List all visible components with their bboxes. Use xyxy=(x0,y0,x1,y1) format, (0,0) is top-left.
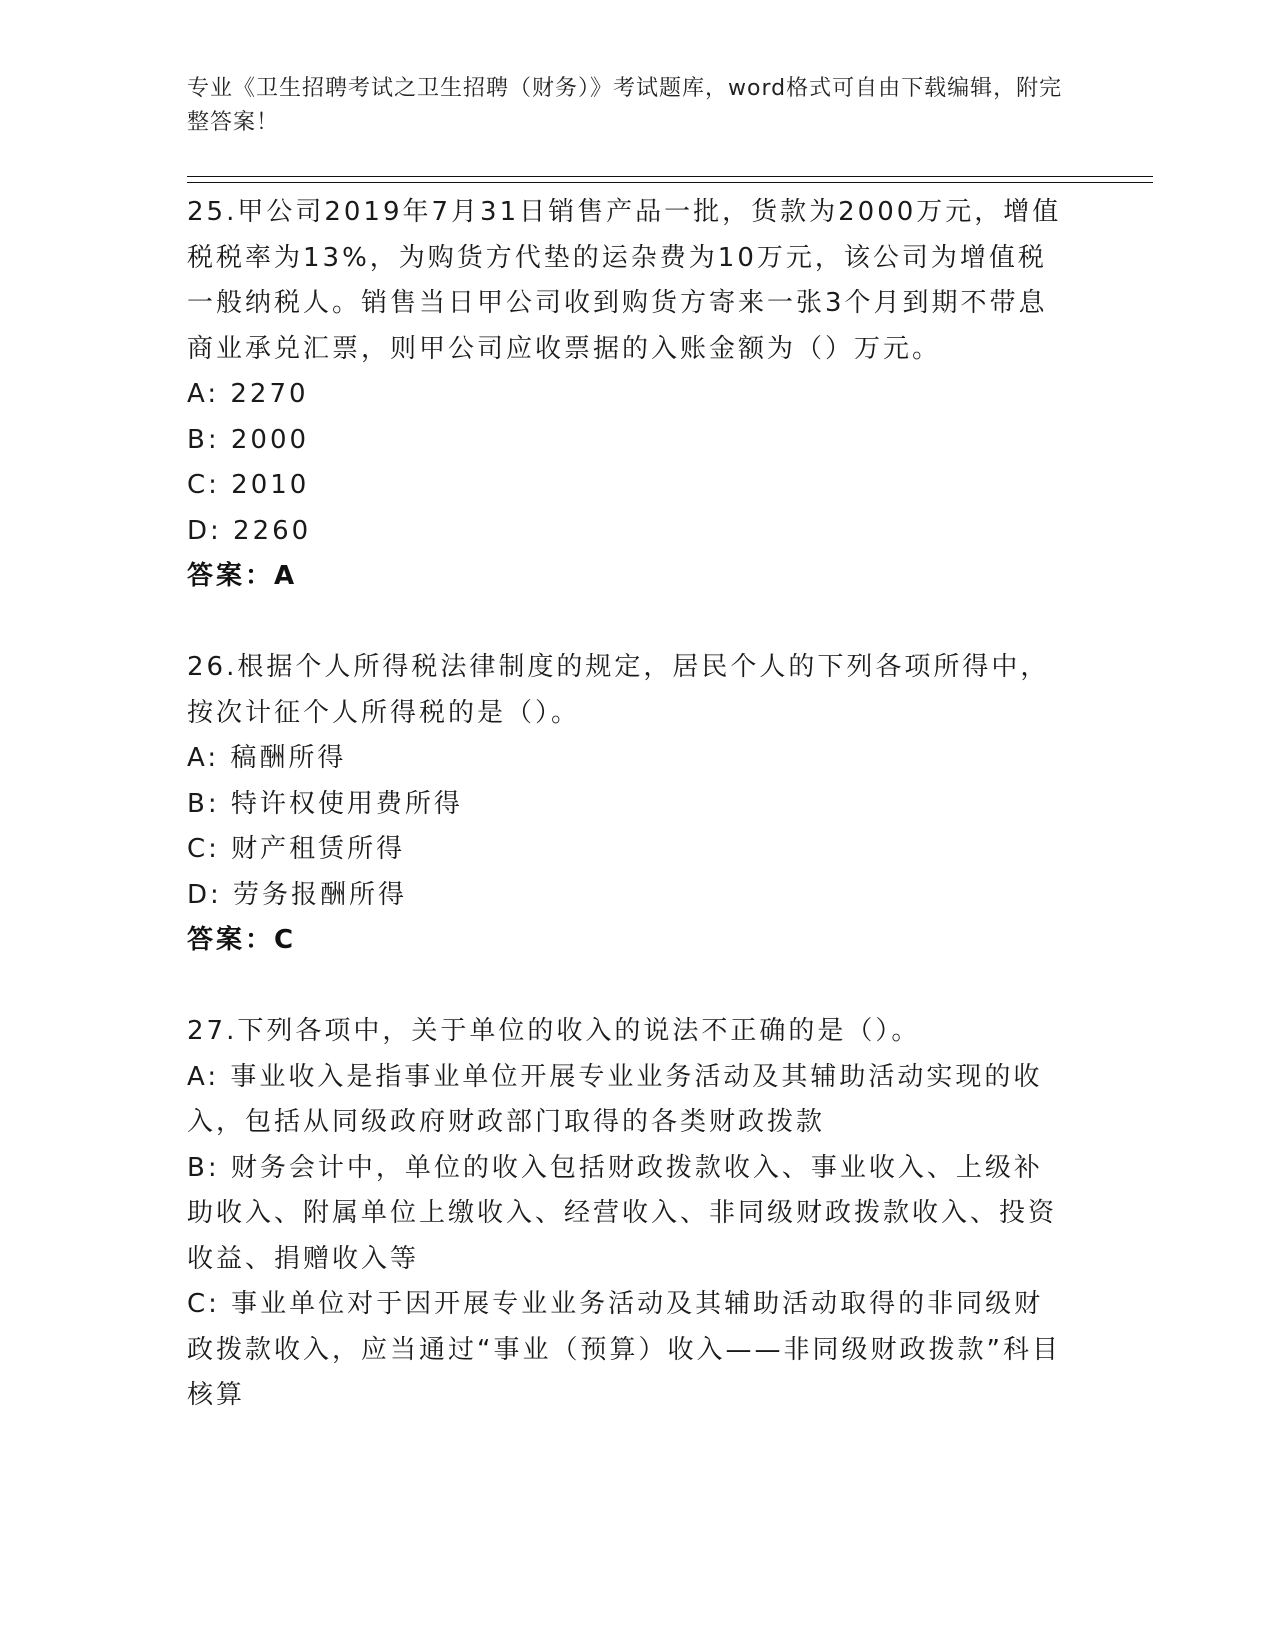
question-26 xyxy=(187,645,1067,964)
option-a: A: 2270 xyxy=(187,379,309,409)
question-25 xyxy=(187,190,1067,600)
question-27 xyxy=(187,1009,1067,1419)
option-a: A: 事业收入是指事业单位开展专业业务活动及其辅助活动实现的收入，包括从同级政府财政部门取得的各类财政拨款 xyxy=(187,1061,1043,1137)
question-stem: 25.甲公司2019年7月31日销售产品一批，货款为2000万元，增值税税率为13%，为购货方代垫的运杂费为10万元，该公司为增值税一般纳税人。销售当日甲公司收到购货方寄来一张3个月到期不带息商业承兑汇票，则甲公司应收票据的入账金额为（）万元。 xyxy=(187,197,1062,364)
option-d: D: 2260 xyxy=(187,515,312,546)
question-spacer xyxy=(187,600,1067,646)
option-c: C: 财产租赁所得 xyxy=(187,834,406,864)
header-rule-top xyxy=(187,176,1153,177)
option-c: C: 2010 xyxy=(187,470,310,500)
question-stem: 26.根据个人所得税法律制度的规定，居民个人的下列各项所得中，按次计征个人所得税的是（）。 xyxy=(187,652,1050,728)
option-c: C: 事业单位对于因开展专业业务活动及其辅助活动取得的非同级财政拨款收入，应当通过“事业（预算）收入——非同级财政拨款”科目核算 xyxy=(187,1289,1061,1410)
header-rule-bottom xyxy=(187,182,1153,183)
question-list xyxy=(187,190,1067,1419)
option-a: A: 稿酬所得 xyxy=(187,743,347,773)
option-d: D: 劳务报酬所得 xyxy=(187,879,408,910)
option-b: B: 2000 xyxy=(187,424,310,455)
answer-line: 答案：A xyxy=(187,561,298,591)
question-stem: 27.下列各项中，关于单位的收入的说法不正确的是（）。 xyxy=(187,1016,921,1046)
question-spacer xyxy=(187,964,1067,1010)
option-b: B: 特许权使用费所得 xyxy=(187,788,463,819)
option-b: B: 财务会计中，单位的收入包括财政拨款收入、事业收入、上级补助收入、附属单位上缴收入、经营收入、非同级财政拨款收入、投资收益、捐赠收入等 xyxy=(187,1152,1058,1274)
answer-line: 答案：C xyxy=(187,925,297,955)
document-header: 专业《卫生招聘考试之卫生招聘（财务）》考试题库，word格式可自由下载编辑，附完整答案！ xyxy=(187,76,1063,135)
